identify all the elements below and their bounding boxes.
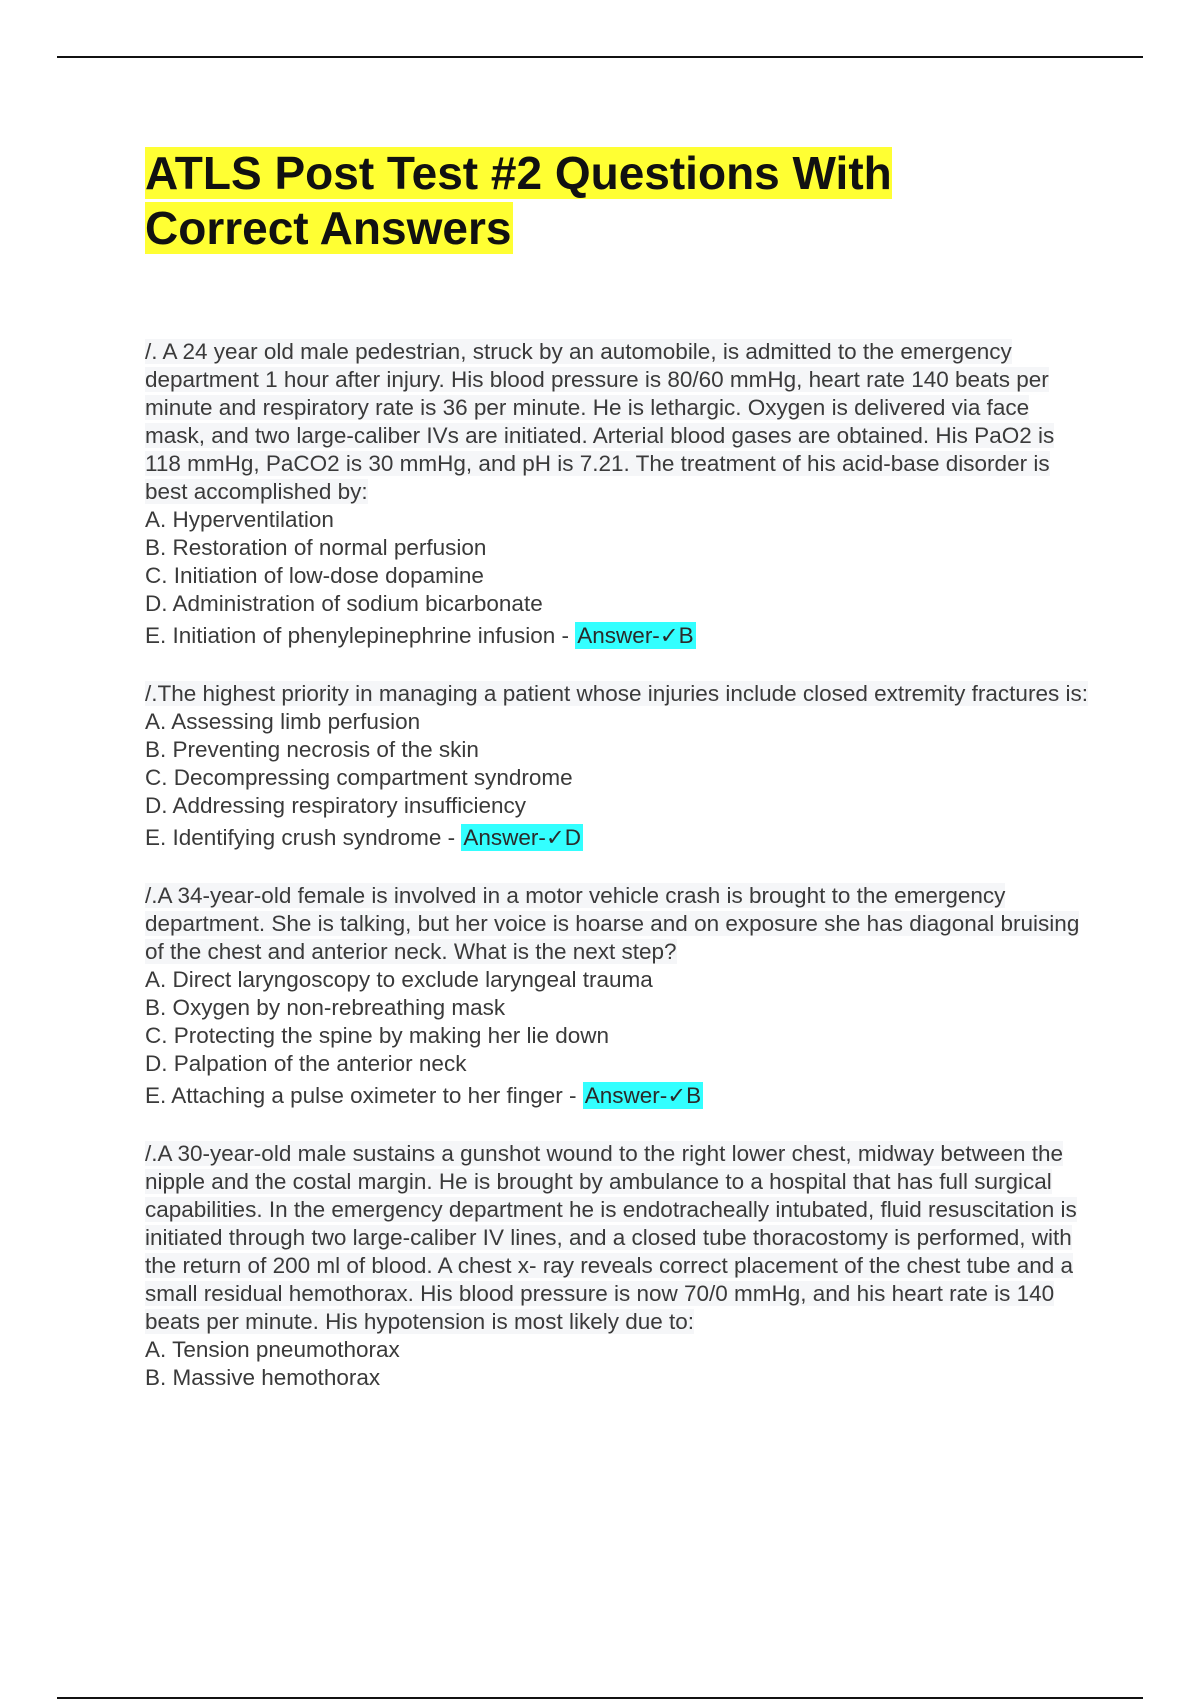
- option-b: B. Preventing necrosis of the skin: [145, 737, 479, 762]
- answer-highlight: Answer-✓D: [463, 825, 582, 850]
- option-d: D. Administration of sodium bicarbonate: [145, 591, 543, 616]
- question-2: [145, 680, 1095, 854]
- option-a: A. Hyperventilation: [145, 507, 334, 532]
- option-d: D. Palpation of the anterior neck: [145, 1051, 467, 1076]
- option-e: E. Identifying crush syndrome - Answer-✓D: [145, 825, 582, 850]
- question-4: [145, 1140, 1095, 1392]
- answer-highlight: Answer-✓B: [577, 623, 694, 648]
- option-c: C. Initiation of low-dose dopamine: [145, 563, 484, 588]
- option-b: B. Oxygen by non-rebreathing mask: [145, 995, 506, 1020]
- question-text: /.A 30-year-old male sustains a gunshot wound to the right lower chest, midway between the nipple and the costal margin. He is brought by ambulance to a hospital that has full surgical capabilities. In the emergency department he is endotracheally intubated, fluid resuscitation is initiated through two large-caliber IV lines, and a closed tube thoracostomy is performed, with the return of 200 ml of blood. A chest x- ray reveals correct placement of the chest tube and a small residual hemothorax. His blood pressure is now 70/0 mmHg, and his heart rate is 140 beats per minute. His hypotension is most likely due to:: [145, 1141, 1077, 1334]
- question-text: /.The highest priority in managing a patient whose injuries include closed extremity fractures is:: [145, 681, 1088, 706]
- footer-rule: [57, 1697, 1143, 1699]
- header-rule: [57, 56, 1143, 58]
- question-text: /.A 34-year-old female is involved in a motor vehicle crash is brought to the emergency department. She is talking, but her voice is hoarse and on exposure she has diagonal bruising of the chest and anterior neck. What is the next step?: [145, 883, 1080, 964]
- option-c: C. Decompressing compartment syndrome: [145, 765, 573, 790]
- option-a: A. Assessing limb perfusion: [145, 709, 421, 734]
- option-e: E. Initiation of phenylepinephrine infusion - Answer-✓B: [145, 623, 694, 648]
- question-text: /. A 24 year old male pedestrian, struck by an automobile, is admitted to the emergency department 1 hour after injury. His blood pressure is 80/60 mmHg, heart rate 140 beats per minute and respiratory rate is 36 per minute. He is lethargic. Oxygen is delivered via face mask, and two large-caliber IVs are initiated. Arterial blood gases are obtained. His PaO2 is 118 mmHg, PaCO2 is 30 mmHg, and pH is 7.21. The treatment of his acid-base disorder is best accomplished by:: [145, 339, 1055, 504]
- option-d: D. Addressing respiratory insufficiency: [145, 793, 527, 818]
- document-title: [145, 146, 1045, 256]
- answer-highlight: Answer-✓B: [584, 1083, 702, 1108]
- title-highlight: ATLS Post Test #2 Questions With Correct Answers: [145, 147, 892, 254]
- option-e: E. Attaching a pulse oximeter to her finger - Answer-✓B: [145, 1083, 702, 1108]
- question-1: [145, 338, 1095, 652]
- questions-list: [145, 338, 1095, 1420]
- option-c: C. Protecting the spine by making her lie down: [145, 1023, 609, 1048]
- option-b: B. Massive hemothorax: [145, 1365, 381, 1390]
- option-a: A. Direct laryngoscopy to exclude laryngeal trauma: [145, 967, 653, 992]
- question-3: [145, 882, 1095, 1112]
- option-b: B. Restoration of normal perfusion: [145, 535, 487, 560]
- option-a: A. Tension pneumothorax: [145, 1337, 400, 1362]
